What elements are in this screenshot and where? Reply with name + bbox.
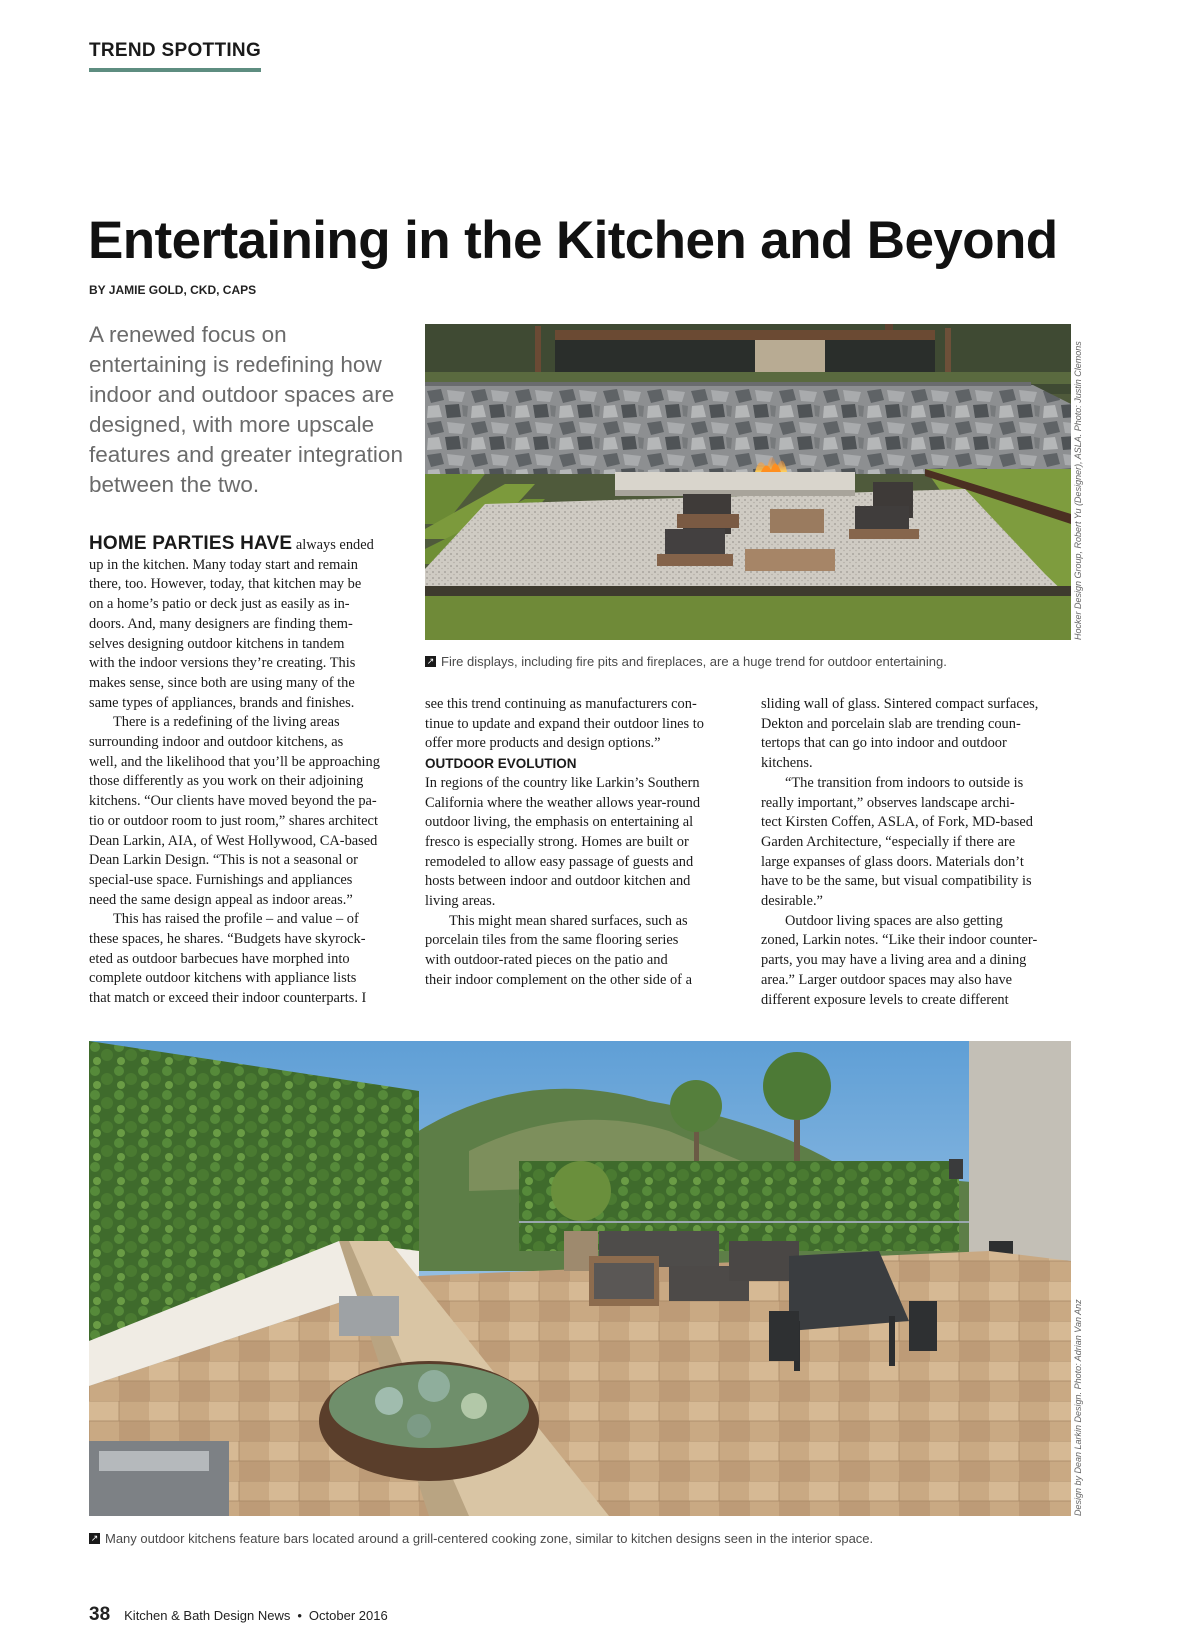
body-line: really important,” observes landscape archi- [761,794,1015,811]
body-line: always ended [292,537,374,553]
body-line: Dean Larkin, AIA, of West Hollywood, CA-based [89,832,378,849]
body-line: on a home’s patio or deck just as easily as in- [89,596,350,613]
body-line: offer more products and design options.” [425,735,661,752]
body-line: surrounding indoor and outdoor kitchens, as [89,734,344,751]
body-line: need the same design appeal as indoor areas.” [89,891,353,908]
photo-credit: Hocker Design Group, Robert Yu (Designer), ASLA. Photo: Justin Clemons [1073,341,1083,640]
body-line: This has raised the profile – and value – of [113,911,359,928]
section-tag: TREND SPOTTING [89,40,261,72]
body-line: porcelain tiles from the same flooring series [425,932,679,949]
body-line: tio or outdoor room to just room,” shares architect [89,812,378,829]
body-line: well, and the likelihood that you’ll be approaching [89,753,380,770]
body-line: Garden Architecture, “especially if there are [761,833,1016,850]
body-line: with the indoor versions they’re creating. This [89,655,356,672]
body-line: those differently as you work on their adjoining [89,773,364,790]
body-line: doors. And, many designers are finding them- [89,615,353,632]
body-line: kitchens. [761,755,813,772]
body-line: their indoor complement on the other side of a [425,971,692,988]
body-line: tinue to update and expand their outdoor lines to [425,715,704,732]
body-line: Outdoor living spaces are also getting [785,912,1003,929]
body-line: special-use space. Furnishings and appliances [89,871,353,888]
body-line: these spaces, he shares. “Budgets have skyrock- [89,931,366,948]
lead-in: HOME PARTIES HAVE [89,533,293,554]
body-line: that match or exceed their indoor counterparts. I [89,990,367,1007]
body-line: kitchens. “Our clients have moved beyond the pa- [89,793,377,810]
body-line: parts, you may have a living area and a dining [761,952,1027,969]
arrow-up-right-icon: ↗ [90,1533,99,1543]
body-line: In regions of the country like Larkin’s Southern [425,774,700,791]
body-line: large expanses of glass doors. Materials don’t [761,853,1024,870]
body-line: fresco is especially strong. Homes are built or [425,833,689,850]
headline: Entertaining in the Kitchen and Beyond [88,211,1058,270]
photo-credit: Design by Dean Larkin Design. Photo: Adrian Van Anz [1073,1299,1083,1516]
body-line: there, too. However, today, that kitchen may be [89,576,362,593]
deck: A renewed focus on entertaining is redefining how indoor and outdoor spaces are designed, with more upscale features and greater integration between the two. [89,322,403,497]
body-line: “The transition from indoors to outside is [785,774,1024,791]
body-column-1 [89,534,399,1009]
body-column-3 [761,695,1071,1010]
body-line: eted as outdoor barbecues have morphed into [89,950,350,967]
body-line: Dean Larkin Design. “This is not a seasonal or [89,852,358,869]
body-line: area.” Larger outdoor spaces may also have [761,971,1013,988]
body-line: zoned, Larkin notes. “Like their indoor counter- [761,932,1038,949]
body-line: hosts between indoor and outdoor kitchen and [425,873,691,890]
caption-text: Many outdoor kitchens feature bars located around a grill-centered cooking zone, similar to kitchen designs seen in the interior space. [105,1531,874,1546]
photo-caption [89,1531,873,1546]
issue-date: October 2016 [308,1608,388,1623]
byline: BY JAMIE GOLD, CKD, CAPS [89,283,257,297]
publication-name: Kitchen & Bath Design News [124,1608,291,1623]
body-line: tect Kirsten Coffen, ASLA, of Fork, MD-based [761,814,1033,831]
body-line: tertops that can go into indoor and outdoor [761,735,1007,752]
body-line: sliding wall of glass. Sintered compact surfaces, [761,696,1039,712]
body-line: have to be the same, but visual compatibility is [761,873,1032,890]
body-line: living areas. [425,893,496,910]
body-line: see this trend continuing as manufacturers con- [425,696,697,712]
body-line: selves designing outdoor kitchens in tandem [89,635,345,652]
body-line: up in the kitchen. Many today start and remain [89,556,358,573]
body-line: different exposure levels to create different [761,991,1009,1008]
photo-caption [425,654,947,669]
body-line: with outdoor-rated pieces on the patio and [425,952,668,969]
folio-separator: • [297,1608,302,1623]
body-column-2 [425,695,730,991]
body-line: California where the weather allows year-round [425,794,701,811]
fire-pit-photo [425,324,1071,640]
caption-text: Fire displays, including fire pits and fireplaces, are a huge trend for outdoor entertaining. [441,654,947,669]
body-line: Dekton and porcelain slab are trending coun- [761,715,1021,732]
body-line: There is a redefining of the living areas [113,714,340,731]
folio [89,1604,388,1626]
body-line: remodeled to allow easy passage of guests and [425,853,694,870]
page-number: 38 [89,1604,111,1625]
body-line: desirable.” [761,893,823,910]
body-line: outdoor living, the emphasis on entertaining al [425,814,694,831]
body-line: makes sense, since both are using many of the [89,674,355,691]
arrow-up-right-icon: ↗ [426,656,435,666]
outdoor-kitchen-photo [89,1041,1071,1516]
body-line: This might mean shared surfaces, such as [449,912,688,929]
subhead: OUTDOOR EVOLUTION [425,756,577,772]
body-line: same types of appliances, brands and finishes. [89,694,355,711]
body-line: complete outdoor kitchens with appliance lists [89,970,357,987]
